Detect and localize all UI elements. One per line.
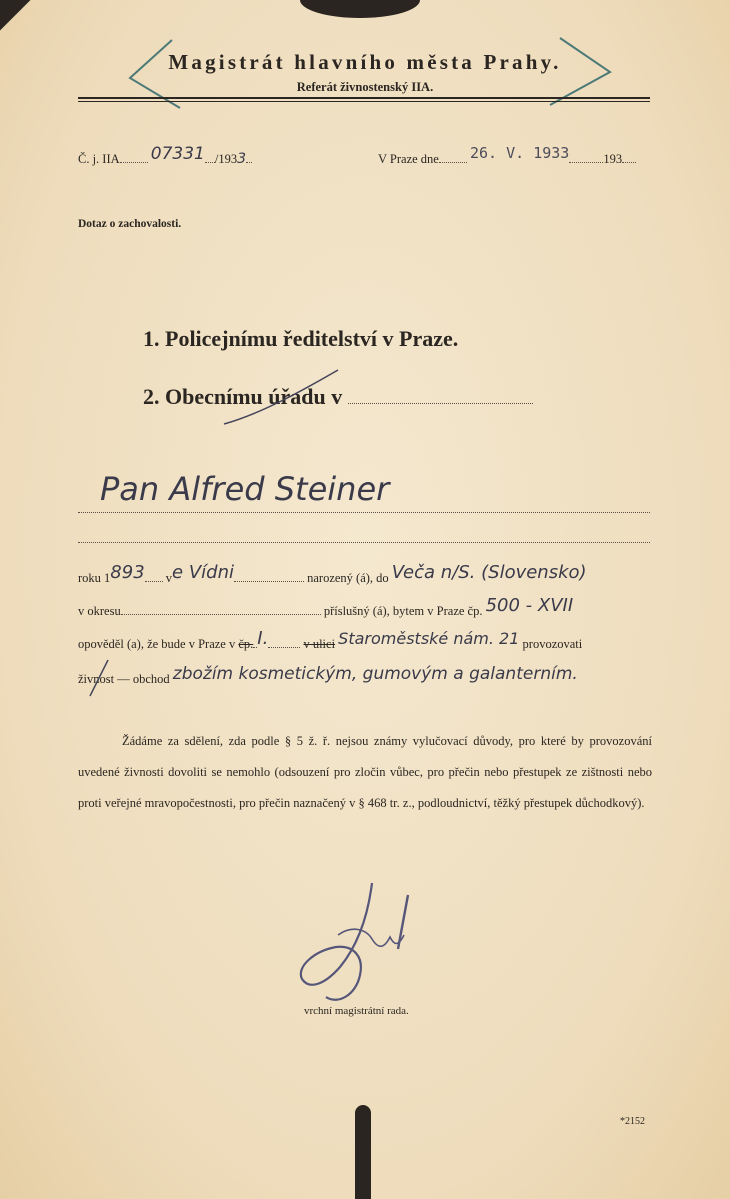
birth-place: e Vídni: [172, 562, 234, 583]
paper-tear-bottom: [355, 1105, 371, 1199]
form-line-birth: roku 1893 ve Vídni narozený (á), do Veča n/S. (Slovensko): [78, 562, 587, 585]
form-line-trade: živnost — obchod zbožím kosmetickým, gumovým a galanterním.: [78, 664, 578, 686]
strike-mark-zivnost: [84, 658, 114, 698]
house-number: 500 - XVII: [485, 595, 574, 616]
name-dotted-line-1: [78, 512, 650, 513]
recipient-police: 1. Policejnímu ředitelství v Praze.: [143, 326, 459, 351]
office-department: Referát živnostenský IIA.: [296, 80, 434, 94]
trade: zbožím kosmetickým, gumovým a galanterním.: [172, 664, 578, 684]
header-rule-thin: [78, 101, 650, 102]
struck-ulici: v ulici: [303, 637, 336, 651]
signature-image: [280, 875, 430, 1015]
cj-label: Č. j. IIA: [78, 152, 120, 166]
subject-line: Dotaz o zachovalosti.: [78, 218, 182, 230]
district: I.: [257, 628, 269, 649]
domicile: Veča n/S. (Slovensko): [391, 562, 587, 583]
place-label: V Praze dne: [378, 152, 439, 166]
date-line: [378, 144, 636, 167]
request-paragraph: Žádáme za sdělení, zda podle § 5 ž. ř. nejsou známy vylučovací důvody, pro které by provozování uvedené živnosti dovoliti se nemohlo (odsouzení pro zločin vůbec, pro přečin nebo přestupek ze zištnosti nebo proti veřejné mravopočestnosti, pro přečin naznačený v § 468 tr. z., podloudnictví, těžký přestupek důchodkový).: [78, 734, 652, 810]
birth-year: 893: [110, 562, 145, 583]
struck-cp: čp.: [238, 637, 254, 651]
year-label: /193: [214, 152, 238, 166]
year-digit: 3: [237, 151, 247, 167]
cj-number: 07331: [150, 144, 205, 164]
name-dotted-line-2: [78, 542, 650, 543]
signature-title: vrchní magistrátní rada.: [304, 1005, 409, 1017]
form-line-address: opověděl (a), že bude v Praze v čp. I. v ulici Staroměstské nám. 21 provozovati: [78, 628, 583, 651]
form-number: *2152: [620, 1116, 645, 1127]
applicant-name: Pan Alfred Steiner: [100, 470, 390, 508]
reference-line: [78, 144, 252, 168]
street: Staroměstské nám. 21: [338, 629, 520, 648]
struck-suffix: mu: [232, 384, 263, 409]
strike-mark-obecnimu: [220, 368, 340, 428]
office-title: Magistrát hlavního města Prahy.: [168, 50, 562, 74]
recipient-municipal: 2. Obecnímu úřadu v: [143, 384, 533, 410]
date-stamp: 26. V. 1933: [469, 144, 570, 162]
form-line-district: v okresu příslušný (á), bytem v Praze čp. 500 - XVII: [78, 595, 574, 618]
header-rule-thick: [78, 97, 650, 99]
date-year-suffix: 193: [603, 152, 623, 166]
